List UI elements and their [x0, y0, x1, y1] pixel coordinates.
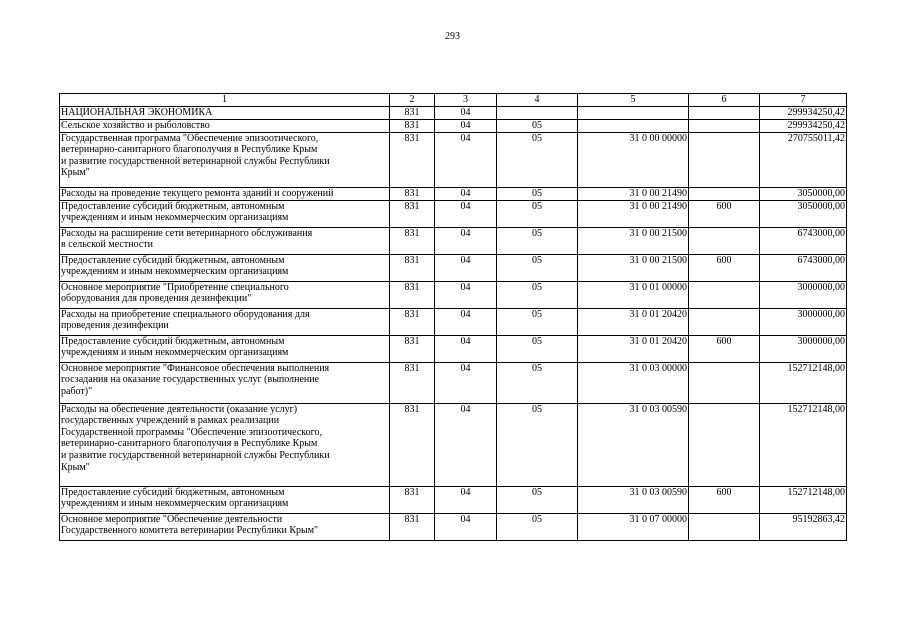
- table-row: [60, 403, 847, 486]
- table-row: [60, 281, 847, 308]
- table-row: [60, 362, 847, 403]
- cell-subsection: 05: [497, 187, 578, 200]
- cell-grbs: 831: [390, 200, 435, 227]
- cell-expense-type: [689, 308, 760, 335]
- cell-name: Предоставление субсидий бюджетным, автономным учреждениям и иным некоммерческим организациям: [60, 486, 390, 513]
- cell-amount: 3000000,00: [760, 281, 847, 308]
- cell-expense-type: [689, 362, 760, 403]
- cell-target-article: 31 0 03 00000: [578, 362, 689, 403]
- cell-target-article: [578, 106, 689, 119]
- table-row: [60, 513, 847, 540]
- cell-expense-type: 600: [689, 335, 760, 362]
- cell-section: 04: [435, 227, 497, 254]
- table-row: [60, 187, 847, 200]
- header-cell: 5: [578, 94, 689, 107]
- cell-section: 04: [435, 281, 497, 308]
- header-cell: 3: [435, 94, 497, 107]
- cell-grbs: 831: [390, 513, 435, 540]
- cell-amount: 3000000,00: [760, 308, 847, 335]
- cell-section: 04: [435, 513, 497, 540]
- table-row: [60, 106, 847, 119]
- cell-name: Государственная программа "Обеспечение эпизоотического, ветеринарно-санитарного благополучия в Республике Крым и развитие государственной ветеринарной службы Республики Крым": [60, 132, 390, 187]
- header-cell: 7: [760, 94, 847, 107]
- cell-subsection: 05: [497, 119, 578, 132]
- cell-name: Расходы на обеспечение деятельности (оказание услуг) государственных учреждений в рамках реализации Государственной программы "Обеспечение эпизоотического, ветеринарно-санитарного благополучия в Республике Крым и развитие государственной ветеринарной службы Республики Крым": [60, 403, 390, 486]
- cell-target-article: 31 0 01 20420: [578, 335, 689, 362]
- cell-amount: 3050000,00: [760, 200, 847, 227]
- table-row: [60, 308, 847, 335]
- cell-grbs: 831: [390, 308, 435, 335]
- cell-name: НАЦИОНАЛЬНАЯ ЭКОНОМИКА: [60, 106, 390, 119]
- cell-target-article: 31 0 00 21490: [578, 187, 689, 200]
- header-cell: 1: [60, 94, 390, 107]
- cell-section: 04: [435, 403, 497, 486]
- cell-target-article: 31 0 01 00000: [578, 281, 689, 308]
- cell-target-article: 31 0 01 20420: [578, 308, 689, 335]
- cell-expense-type: 600: [689, 254, 760, 281]
- cell-expense-type: 600: [689, 200, 760, 227]
- cell-section: 04: [435, 486, 497, 513]
- cell-expense-type: [689, 106, 760, 119]
- cell-amount: 299934250,42: [760, 119, 847, 132]
- cell-target-article: 31 0 00 21490: [578, 200, 689, 227]
- cell-subsection: 05: [497, 227, 578, 254]
- cell-amount: 6743000,00: [760, 254, 847, 281]
- cell-target-article: 31 0 00 00000: [578, 132, 689, 187]
- cell-subsection: 05: [497, 335, 578, 362]
- cell-grbs: 831: [390, 403, 435, 486]
- cell-subsection: 05: [497, 308, 578, 335]
- cell-name: Основное мероприятие "Финансовое обеспечения выполнения госзадания на оказание государственных услуг (выполнение работ)": [60, 362, 390, 403]
- cell-subsection: [497, 106, 578, 119]
- cell-amount: 3050000,00: [760, 187, 847, 200]
- budget-table: [59, 93, 847, 541]
- cell-amount: 6743000,00: [760, 227, 847, 254]
- cell-grbs: 831: [390, 254, 435, 281]
- cell-amount: 95192863,42: [760, 513, 847, 540]
- cell-subsection: 05: [497, 132, 578, 187]
- cell-target-article: 31 0 00 21500: [578, 254, 689, 281]
- cell-expense-type: [689, 403, 760, 486]
- cell-section: 04: [435, 308, 497, 335]
- cell-subsection: 05: [497, 254, 578, 281]
- cell-amount: 299934250,42: [760, 106, 847, 119]
- cell-name: Предоставление субсидий бюджетным, автономным учреждениям и иным некоммерческим организациям: [60, 254, 390, 281]
- cell-subsection: 05: [497, 281, 578, 308]
- cell-grbs: 831: [390, 132, 435, 187]
- table-row: [60, 119, 847, 132]
- cell-subsection: 05: [497, 513, 578, 540]
- cell-subsection: 05: [497, 486, 578, 513]
- table-row: [60, 132, 847, 187]
- cell-expense-type: [689, 513, 760, 540]
- table-row: [60, 335, 847, 362]
- cell-grbs: 831: [390, 187, 435, 200]
- cell-section: 04: [435, 200, 497, 227]
- cell-name: Сельское хозяйство и рыболовство: [60, 119, 390, 132]
- cell-section: 04: [435, 187, 497, 200]
- cell-grbs: 831: [390, 281, 435, 308]
- cell-expense-type: [689, 119, 760, 132]
- cell-expense-type: [689, 187, 760, 200]
- header-cell: 2: [390, 94, 435, 107]
- cell-section: 04: [435, 362, 497, 403]
- table-body: [60, 106, 847, 540]
- cell-name: Основное мероприятие "Обеспечение деятельности Государственного комитета ветеринарии Республики Крым": [60, 513, 390, 540]
- cell-grbs: 831: [390, 106, 435, 119]
- cell-grbs: 831: [390, 486, 435, 513]
- cell-amount: 152712148,00: [760, 403, 847, 486]
- cell-subsection: 05: [497, 362, 578, 403]
- cell-section: 04: [435, 119, 497, 132]
- cell-target-article: 31 0 07 00000: [578, 513, 689, 540]
- cell-section: 04: [435, 132, 497, 187]
- cell-name: Предоставление субсидий бюджетным, автономным учреждениям и иным некоммерческим организациям: [60, 335, 390, 362]
- cell-section: 04: [435, 335, 497, 362]
- cell-expense-type: 600: [689, 486, 760, 513]
- cell-subsection: 05: [497, 200, 578, 227]
- cell-target-article: 31 0 00 21500: [578, 227, 689, 254]
- table-row: [60, 254, 847, 281]
- cell-target-article: 31 0 03 00590: [578, 403, 689, 486]
- cell-amount: 152712148,00: [760, 486, 847, 513]
- cell-amount: 270755011,42: [760, 132, 847, 187]
- table-row: [60, 227, 847, 254]
- cell-grbs: 831: [390, 362, 435, 403]
- cell-name: Основное мероприятие "Приобретение специального оборудования для проведения дезинфекции": [60, 281, 390, 308]
- cell-grbs: 831: [390, 227, 435, 254]
- cell-grbs: 831: [390, 335, 435, 362]
- cell-target-article: [578, 119, 689, 132]
- cell-expense-type: [689, 227, 760, 254]
- cell-section: 04: [435, 106, 497, 119]
- cell-subsection: 05: [497, 403, 578, 486]
- cell-section: 04: [435, 254, 497, 281]
- header-cell: 4: [497, 94, 578, 107]
- page-number: 293: [445, 31, 460, 42]
- cell-target-article: 31 0 03 00590: [578, 486, 689, 513]
- cell-amount: 3000000,00: [760, 335, 847, 362]
- table-row: [60, 486, 847, 513]
- cell-grbs: 831: [390, 119, 435, 132]
- cell-name: Предоставление субсидий бюджетным, автономным учреждениям и иным некоммерческим организациям: [60, 200, 390, 227]
- table-row: [60, 200, 847, 227]
- cell-expense-type: [689, 132, 760, 187]
- header-cell: 6: [689, 94, 760, 107]
- header-row: [60, 94, 847, 107]
- cell-name: Расходы на проведение текущего ремонта зданий и сооружений: [60, 187, 390, 200]
- cell-name: Расходы на расширение сети ветеринарного обслуживания в сельской местности: [60, 227, 390, 254]
- cell-expense-type: [689, 281, 760, 308]
- cell-name: Расходы на приобретение специального оборудования для проведения дезинфекции: [60, 308, 390, 335]
- cell-amount: 152712148,00: [760, 362, 847, 403]
